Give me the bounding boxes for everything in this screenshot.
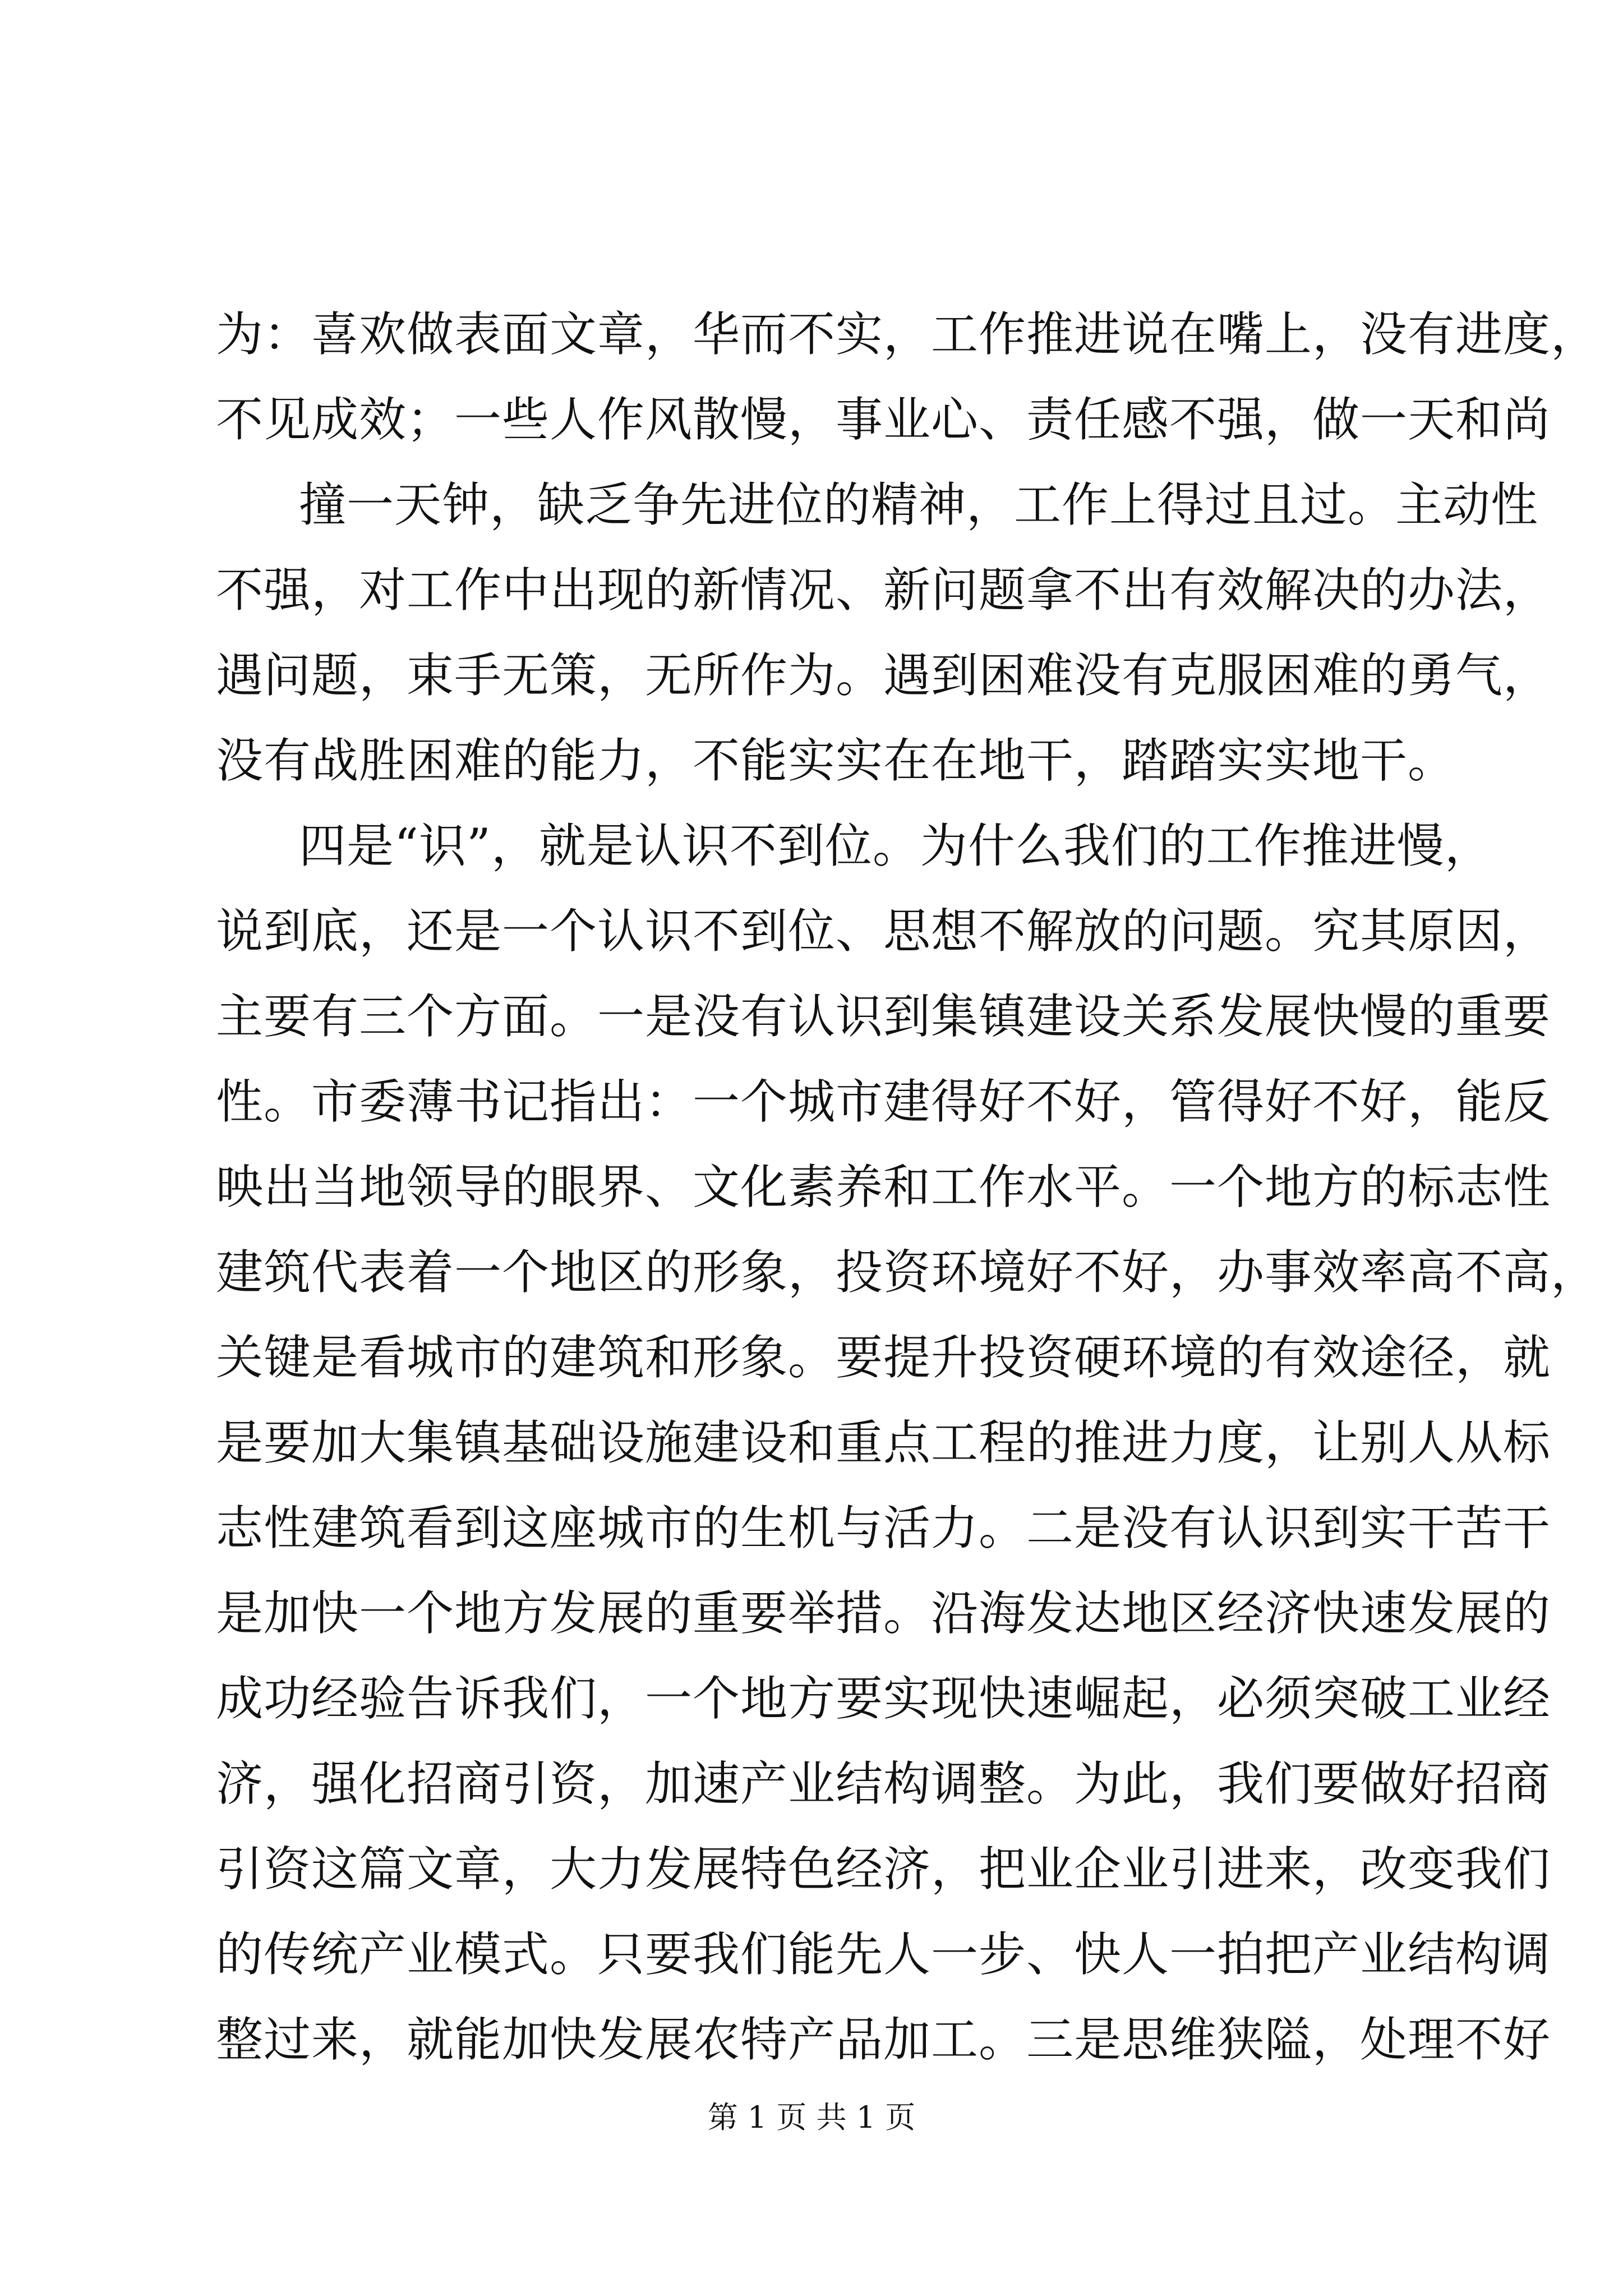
text-line: 映出当地领导的眼界、文化素养和工作水平。一个地方的标志性 [216,1159,1551,1214]
body-text [216,292,1599,2082]
text-line: 撞一天钟，缺乏争先进位的精神，工作上得过且过。主动性 [299,477,1539,532]
text-line: 遇问题，束手无策，无所作为。遇到困难没有克服困难的勇气， [216,648,1551,703]
text-line: 志性建筑看到这座城市的生机与活力。二是没有认识到实干苦干 [216,1501,1551,1556]
text-line: 说到底，还是一个认识不到位、思想不解放的问题。究其原因， [216,904,1551,959]
text-line: 整过来，就能加快发展农特产品加工。三是思维狭隘，处理不好 [216,2012,1551,2067]
text-line: 引资这篇文章，大力发展特色经济，把业企业引进来，改变我们 [216,1842,1551,1897]
page-footer: 第 1 页 共 1 页 [707,2100,916,2135]
text-line: 建筑代表着一个地区的形象，投资环境好不好，办事效率高不高， [216,1245,1599,1300]
text-line: 性。市委薄书记指出：一个城市建得好不好，管得好不好，能反 [216,1074,1551,1129]
text-line: 济，强化招商引资，加速产业结构调整。为此，我们要做好招商 [216,1756,1551,1811]
text-line: 的传统产业模式。只要我们能先人一步、快人一拍把产业结构调 [216,1927,1551,1982]
text-line: 是加快一个地方发展的重要举措。沿海发达地区经济快速发展的 [216,1586,1551,1641]
text-line: 四是“识”，就是认识不到位。为什么我们的工作推进慢， [299,818,1492,873]
text-line: 没有战胜困难的能力，不能实实在在地干，踏踏实实地干。 [216,733,1456,788]
text-line: 主要有三个方面。一是没有认识到集镇建设关系发展快慢的重要 [216,989,1551,1044]
text-line: 是要加大集镇基础设施建设和重点工程的推进力度，让别人从标 [216,1415,1551,1470]
text-line: 关键是看城市的建筑和形象。要提升投资硬环境的有效途径，就 [216,1330,1551,1385]
text-line: 不强，对工作中出现的新情况、新问题拿不出有效解决的办法， [216,563,1551,618]
text-line: 为：喜欢做表面文章，华而不实，工作推进说在嘴上，没有进度， [216,307,1599,362]
text-line: 不见成效；一些人作风散慢，事业心、责任感不强，做一天和尚 [216,392,1551,447]
text-line: 成功经验告诉我们，一个地方要实现快速崛起，必须突破工业经 [216,1671,1551,1726]
